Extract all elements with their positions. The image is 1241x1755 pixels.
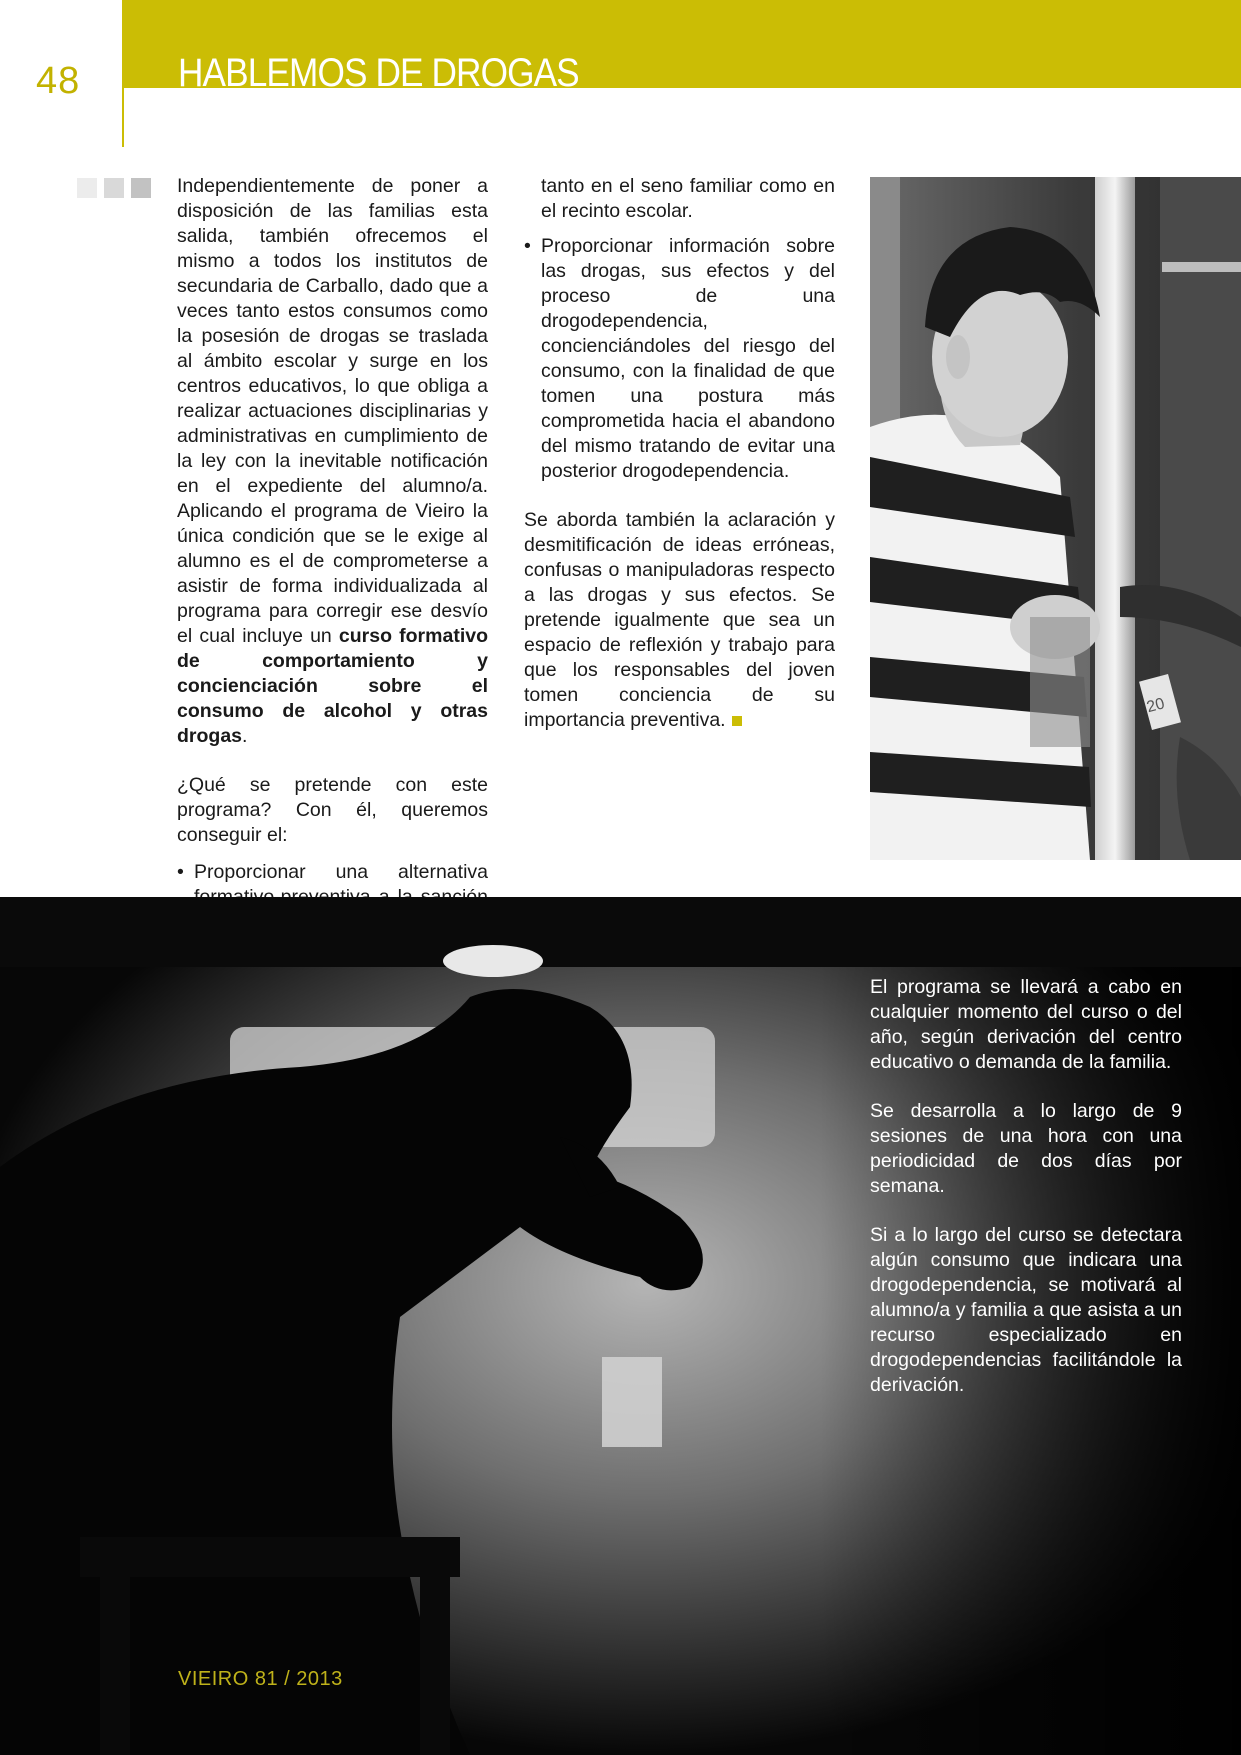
photo-boy-at-locker (870, 177, 1241, 860)
bullet-dot: • (177, 861, 184, 883)
bullet-item-1-continued (524, 174, 835, 224)
intro-text: Independientemente de poner a disposición de las familias esta salida, también ofrecemos el mismo a todos los institutos de secundaria de Carballo, dado que a veces tanto estos consumos como la posesión de drogas se traslada al ámbito escolar y surge en los centros educativos, lo que obliga a realizar actuaciones disciplinarias y administrativas en cumplimiento de la ley con la inevitable notificación en el expediente del alumno/a. Aplicando el programa de Vieiro la única condición que se le exige al alumno es el de comprometerse a asistir de forma individualizada al programa para corregir ese desvío el cual incluye un (177, 175, 488, 647)
paragraph-question: ¿Qué se pretende con este programa? Con él, queremos conseguir el: (177, 774, 488, 846)
clarification-text: Se aborda también la aclaración y desmitificación de ideas erróneas, confusas o manipuladoras respecto a las drogas y sus efectos. Se pretende igualmente que sea un espacio de reflexión y trabajo para que los responsables del joven tomen conciencia de su importancia preventiva. (524, 509, 835, 731)
text-column-2 (524, 174, 835, 745)
banknote-label: 20 (1144, 695, 1167, 717)
intro-bold-text: curso formativo de comportamiento y concienciación sobre el consumo de alcohol y otras drogas (177, 625, 488, 747)
bullet-1-text: Proporcionar una alternativa (194, 861, 488, 883)
square-dark (131, 178, 151, 198)
bullet-item-2 (524, 234, 835, 484)
text-column-1 (177, 174, 488, 972)
header-vertical-rule (122, 0, 124, 147)
overlay-paragraph-2: Se desarrolla a lo largo de 9 sesiones de una hora con una periodicidad de dos días por semana. (870, 1100, 1182, 1197)
photo-boy-illustration (870, 177, 1241, 860)
square-light (77, 178, 97, 198)
paragraph-clarification (524, 508, 835, 733)
bullet-dot: • (524, 235, 531, 257)
square-mid (104, 178, 124, 198)
bullet-1-continued-text: tanto en el seno familiar como en el recinto escolar. (541, 175, 835, 222)
end-of-article-marker (732, 716, 742, 726)
footer-publication: VIEIRO 81 / 2013 (178, 1668, 343, 1690)
bullet-2-text: Proporcionar información sobre las drogas, sus efectos y del proceso de una drogodependencia, concienciándoles del riesgo del consumo, con la finalidad de que tomen una postura más comprometida hacia el abandono del mismo tratando de evitar una posterior drogodependencia. (541, 235, 835, 482)
intro-end: . (242, 725, 248, 747)
overlay-text-block (870, 975, 1182, 1422)
paragraph-intro (177, 174, 488, 749)
page-number: 48 (36, 60, 81, 102)
overlay-paragraph-1: El programa se llevará a cabo en cualquier momento del curso o del año, según derivación del centro educativo o demanda de la familia. (870, 976, 1182, 1073)
page-title: HABLEMOS DE DROGAS (178, 51, 579, 95)
overlay-paragraph-3: Si a lo largo del curso se detectara algún consumo que indicara una drogodependencia, se motivará al alumno/a y familia a que asista a un recurso especializado en drogodependencias facilitándole la derivación. (870, 1224, 1182, 1396)
